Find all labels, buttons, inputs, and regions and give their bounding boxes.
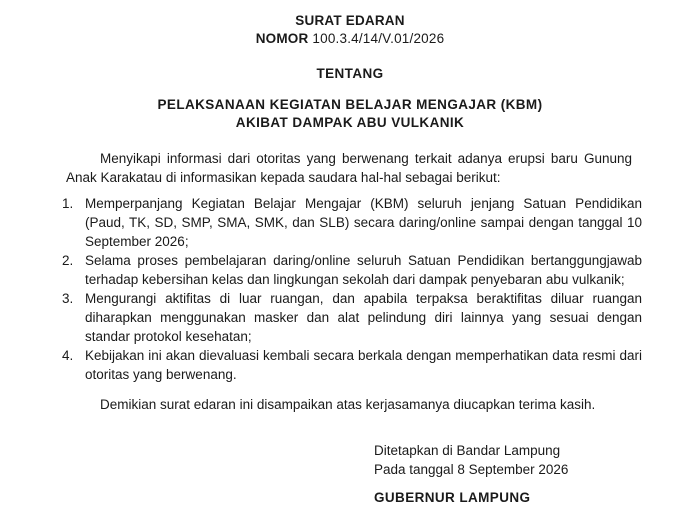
closing-paragraph: Demikian surat edaran ini disampaikan atas kerjasamanya diucapkan terima kasih.	[100, 397, 596, 412]
list-item	[62, 289, 642, 346]
list-item-number: 2.	[62, 253, 74, 268]
about-heading: TENTANG	[316, 66, 384, 81]
list-item-text: Memperpanjang Kegiatan Belajar Mengajar (KBM) seluruh jenjang Satuan Pendidikan (Paud, TK, SD, SMP, SMA, SMK, dan SLB) secara daring/online sampai dengan tanggal 10 September 2026;	[85, 196, 642, 249]
intro-paragraph: Menyikapi informasi dari otoritas yang berwenang terkait adanya erupsi baru Gunung Anak Karakatau di informasikan kepada saudara hal-hal sebagai berikut:	[66, 151, 632, 185]
list-item-text: Kebijakan ini akan dievaluasi kembali secara berkala dengan memperhatikan data resmi dari otoritas yang berwenang.	[85, 348, 642, 382]
list-item-text: Mengurangi aktifitas di luar ruangan, dan apabila terpaksa beraktifitas diluar ruangan diharapkan menggunakan masker dan alat pelindung diri lainnya yang sesuai dengan standar protokol kesehatan;	[85, 291, 642, 344]
list-item-number: 1.	[62, 196, 74, 211]
list-item	[62, 251, 642, 289]
number-label: NOMOR	[255, 31, 309, 46]
signing-official: GUBERNUR LAMPUNG	[374, 490, 531, 505]
document-type: SURAT EDARAN	[295, 13, 405, 28]
list-item-number: 3.	[62, 291, 74, 306]
signature-date-label: Pada tanggal	[374, 462, 454, 477]
signature-place: Ditetapkan di Bandar Lampung	[374, 443, 561, 458]
signature-date	[374, 460, 568, 479]
list-item-text: Selama proses pembelajaran daring/online seluruh Satuan Pendidikan bertanggungjawab terhadap kebersihan kelas dan lingkungan sekolah dari dampak penyebaran abu vulkanik;	[85, 253, 642, 287]
list-item	[62, 194, 642, 251]
number-value: 100.3.4/14/V.01/2026	[312, 31, 445, 46]
list-item	[62, 346, 642, 384]
subject-line-2: AKIBAT DAMPAK ABU VULKANIK	[235, 115, 465, 130]
list-item-number: 4.	[62, 348, 74, 363]
document-number	[0, 30, 700, 47]
subject-line-1: PELAKSANAAN KEGIATAN BELAJAR MENGAJAR (KBM)	[157, 97, 543, 112]
signature-date-value: 8 September 2026	[457, 462, 569, 477]
instruction-list	[62, 194, 642, 384]
